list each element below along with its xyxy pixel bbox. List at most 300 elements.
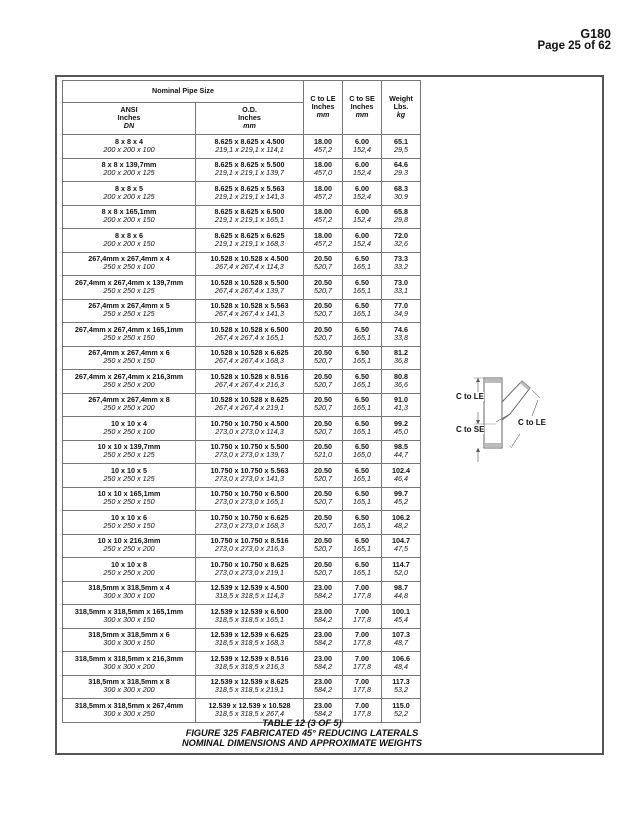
value-imperial: 10.750 x 10.750 x 8.516 [210,536,289,546]
ansi-cell [63,135,196,159]
value-metric: 520,7 [314,309,332,319]
c-to-le-cell [304,605,343,629]
value-imperial: 267,4mm x 267,4mm x 216,3mm [74,371,184,381]
value-metric: 457,2 [314,191,332,201]
weight-cell [382,675,421,699]
value-imperial: 10.750 x 10.750 x 8.625 [210,559,289,569]
value-metric: 219,1 x 219,1 x 141,3 [214,191,285,201]
value-metric: 300 x 300 x 200 [103,661,155,671]
value-metric: 520,7 [314,567,332,577]
value-imperial: 8.625 x 8.625 x 6.625 [214,230,285,240]
value-metric: 30.9 [394,191,408,201]
value-imperial: 7.00 [355,583,369,593]
document-code: G180 [580,27,611,41]
value-metric: 165,1 [353,285,371,295]
c-to-se-label: C to SE [456,425,485,434]
value-imperial: 20.50 [314,559,332,569]
ansi-cell [63,440,196,464]
ansi-cell [63,675,196,699]
value-imperial: 18.00 [314,230,332,240]
value-metric: 520,7 [314,497,332,507]
value-imperial: 6.00 [355,183,369,193]
caption-subtitle: NOMINAL DIMENSIONS AND APPROXIMATE WEIGHTS [182,738,422,748]
weight-cell [382,534,421,558]
ansi-cell [63,158,196,182]
value-imperial: 6.50 [355,277,369,287]
caption-figure-title: FIGURE 325 FABRICATED 45° REDUCING LATERALS [185,728,419,738]
value-imperial: 8 x 8 x 4 [115,136,143,146]
od-cell [196,182,304,206]
value-imperial: 115.0 [392,700,410,710]
c-to-se-cell [343,581,382,605]
value-metric: 250 x 250 x 200 [103,567,155,577]
table-row [63,135,421,159]
value-metric: 584,2 [314,638,332,648]
c-to-le-cell [304,417,343,441]
value-metric: 165,0 [353,450,371,460]
value-metric: 41,3 [394,403,408,413]
ansi-cell [63,605,196,629]
value-imperial: 77.0 [394,301,408,311]
value-imperial: 6.50 [355,301,369,311]
value-imperial: 20.50 [314,301,332,311]
od-cell [196,628,304,652]
c-to-le-cell [304,464,343,488]
value-metric: 177,8 [353,591,371,601]
value-imperial: 10.528 x 10.528 x 8.516 [210,371,289,381]
value-metric: 520,7 [314,544,332,554]
c-to-se-cell [343,393,382,417]
value-metric: 273,0 x 273,0 x 141,3 [214,473,285,483]
value-metric: 177,8 [353,638,371,648]
value-metric: 250 x 250 x 200 [103,379,155,389]
value-imperial: 10.528 x 10.528 x 6.500 [210,324,289,334]
value-metric: 165,1 [353,497,371,507]
value-metric: 45,2 [394,497,408,507]
c-to-se-cell [343,417,382,441]
table-row [63,323,421,347]
value-metric: 32,6 [394,238,408,248]
value-metric: 250 x 250 x 125 [103,450,155,460]
value-metric: 34,9 [394,309,408,319]
value-metric: 44,7 [394,450,408,460]
c-to-le-cell [304,276,343,300]
value-imperial: 10 x 10 x 216,3mm [97,536,161,546]
value-imperial: 102.4 [392,465,410,475]
ansi-cell [63,417,196,441]
value-metric: 200 x 200 x 150 [103,238,155,248]
c-to-se-cell [343,370,382,394]
value-metric: 47,5 [394,544,408,554]
value-imperial: 8.625 x 8.625 x 4.500 [214,136,285,146]
value-metric: 165,1 [353,544,371,554]
table-row [63,440,421,464]
value-metric: 250 x 250 x 125 [103,285,155,295]
value-imperial: 106.2 [392,512,410,522]
c-to-se-cell [343,628,382,652]
c-to-le-header: C to LE Inches mm [304,81,343,135]
value-imperial: 12.539 x 12.539 x 6.500 [210,606,289,616]
ansi-cell [63,346,196,370]
weight-cell [382,158,421,182]
value-imperial: 267,4mm x 267,4mm x 6 [88,348,170,358]
value-imperial: 10.750 x 10.750 x 5.500 [210,442,289,452]
value-imperial: 267,4mm x 267,4mm x 139,7mm [74,277,184,287]
od-cell [196,135,304,159]
value-imperial: 10.528 x 10.528 x 6.625 [210,348,289,358]
value-imperial: 12.539 x 12.539 x 10.528 [208,700,291,710]
value-metric: 520,7 [314,285,332,295]
value-metric: 520,7 [314,426,332,436]
od-cell [196,205,304,229]
c-to-le-cell [304,628,343,652]
value-metric: 48,2 [394,520,408,530]
value-metric: 520,7 [314,356,332,366]
ansi-cell [63,511,196,535]
value-metric: 520,7 [314,262,332,272]
c-to-le-cell [304,675,343,699]
ansi-cell [63,628,196,652]
od-cell [196,393,304,417]
c-to-le-cell [304,581,343,605]
value-imperial: 10 x 10 x 5 [111,465,147,475]
value-imperial: 7.00 [355,700,369,710]
value-metric: 165,1 [353,332,371,342]
ansi-cell [63,299,196,323]
value-imperial: 267,4mm x 267,4mm x 4 [88,254,170,264]
value-imperial: 6.50 [355,371,369,381]
table-row [63,205,421,229]
value-imperial: 267,4mm x 267,4mm x 5 [88,301,170,311]
value-metric: 33,8 [394,332,408,342]
value-metric: 318,5 x 318,5 x 114,3 [215,591,284,601]
value-imperial: 23.00 [314,700,332,710]
weight-cell [382,205,421,229]
od-cell [196,487,304,511]
value-imperial: 73.3 [394,254,408,264]
weight-cell [382,135,421,159]
c-to-se-cell [343,605,382,629]
value-imperial: 6.50 [355,254,369,264]
c-to-se-cell [343,229,382,253]
value-imperial: 20.50 [314,489,332,499]
value-metric: 219,1 x 219,1 x 139,7 [214,168,285,178]
value-metric: 250 x 250 x 200 [103,544,155,554]
value-imperial: 7.00 [355,653,369,663]
od-cell [196,675,304,699]
value-metric: 584,2 [314,614,332,624]
value-imperial: 117.3 [392,677,410,687]
c-to-le-cell [304,158,343,182]
value-imperial: 318,5mm x 318,5mm x 8 [88,677,170,687]
value-imperial: 99.7 [394,489,408,499]
value-imperial: 20.50 [314,536,332,546]
c-to-le-cell [304,652,343,676]
value-metric: 318,5 x 318,5 x 216,3 [214,661,285,671]
weight-cell [382,346,421,370]
value-imperial: 6.50 [355,324,369,334]
value-imperial: 6.50 [355,395,369,405]
value-metric: 46,4 [394,473,408,483]
value-metric: 273,0 x 273,0 x 114,3 [215,426,284,436]
value-metric: 267,4 x 267,4 x 219,1 [214,403,285,413]
value-imperial: 6.00 [355,230,369,240]
c-to-le-cell [304,487,343,511]
value-metric: 219,1 x 219,1 x 165,1 [214,215,285,225]
c-to-le-cell [304,440,343,464]
table-row [63,182,421,206]
value-imperial: 6.50 [355,442,369,452]
value-metric: 584,2 [314,661,332,671]
value-imperial: 12.539 x 12.539 x 6.625 [210,630,289,640]
ansi-cell [63,487,196,511]
od-cell [196,581,304,605]
value-metric: 267,4 x 267,4 x 168,3 [214,356,285,366]
weight-cell [382,229,421,253]
ansi-cell [63,276,196,300]
weight-cell [382,182,421,206]
value-metric: 457,2 [314,215,332,225]
weight-cell [382,440,421,464]
od-cell [196,323,304,347]
value-imperial: 267,4mm x 267,4mm x 8 [88,395,170,405]
value-imperial: 20.50 [314,442,332,452]
value-imperial: 8.625 x 8.625 x 6.500 [214,207,285,217]
value-metric: 250 x 250 x 150 [103,520,155,530]
value-imperial: 318,5mm x 318,5mm x 216,3mm [74,653,184,663]
weight-cell [382,393,421,417]
od-cell [196,511,304,535]
od-cell [196,229,304,253]
value-imperial: 98.5 [394,442,408,452]
value-imperial: 104.7 [392,536,410,546]
c-to-se-cell [343,558,382,582]
c-to-se-cell [343,158,382,182]
value-metric: 273,0 x 273,0 x 139,7 [214,450,285,460]
value-imperial: 114.7 [392,559,410,569]
value-imperial: 10.528 x 10.528 x 5.500 [210,277,289,287]
value-metric: 177,8 [353,685,371,695]
c-to-se-cell [343,652,382,676]
value-imperial: 318,5mm x 318,5mm x 4 [88,583,170,593]
value-metric: 200 x 200 x 100 [103,144,155,154]
value-metric: 165,1 [353,567,371,577]
value-metric: 250 x 250 x 100 [103,262,155,272]
value-imperial: 10.750 x 10.750 x 6.625 [210,512,289,522]
c-to-se-cell [343,464,382,488]
table-row [63,252,421,276]
value-metric: 520,7 [314,379,332,389]
value-metric: 584,2 [314,591,332,601]
value-metric: 273,0 x 273,0 x 165,1 [214,497,285,507]
value-imperial: 80.8 [394,371,408,381]
table-row [63,464,421,488]
value-imperial: 72.0 [394,230,408,240]
value-imperial: 65.1 [394,136,408,146]
value-imperial: 8 x 8 x 6 [115,230,143,240]
table-row [63,276,421,300]
value-metric: 177,8 [353,708,371,718]
value-metric: 457,2 [314,238,332,248]
c-to-se-cell [343,276,382,300]
value-metric: 53,2 [394,685,408,695]
value-imperial: 20.50 [314,371,332,381]
table-row [63,558,421,582]
page-number: Page 25 of 62 [537,40,611,52]
value-imperial: 6.50 [355,465,369,475]
value-imperial: 18.00 [314,136,332,146]
weight-cell [382,370,421,394]
table-row [63,393,421,417]
value-imperial: 6.50 [355,559,369,569]
value-metric: 165,1 [353,520,371,530]
od-cell [196,276,304,300]
value-imperial: 6.50 [355,489,369,499]
weight-cell [382,323,421,347]
value-imperial: 20.50 [314,277,332,287]
c-to-se-cell [343,440,382,464]
table-row [63,370,421,394]
value-imperial: 20.50 [314,324,332,334]
value-metric: 250 x 250 x 200 [103,403,155,413]
value-metric: 520,7 [314,403,332,413]
value-metric: 250 x 250 x 125 [103,473,155,483]
value-metric: 267,4 x 267,4 x 141,3 [214,309,285,319]
weight-cell [382,487,421,511]
ansi-header: ANSI Inches DN [63,103,196,135]
value-metric: 152,4 [353,238,371,248]
value-metric: 250 x 250 x 150 [103,497,155,507]
value-metric: 318,5 x 318,5 x 165,1 [214,614,285,624]
nominal-pipe-size-header: Nominal Pipe Size [63,81,304,103]
weight-cell [382,628,421,652]
ansi-cell [63,558,196,582]
value-imperial: 6.50 [355,512,369,522]
c-to-le-branch-label: C to LE [518,418,546,427]
value-metric: 219,1 x 219,1 x 168,3 [214,238,285,248]
value-imperial: 18.00 [314,160,332,170]
value-imperial: 20.50 [314,512,332,522]
table-row [63,417,421,441]
value-metric: 165,1 [353,356,371,366]
c-to-le-cell [304,182,343,206]
value-imperial: 10 x 10 x 8 [111,559,147,569]
value-imperial: 10 x 10 x 4 [111,418,147,428]
value-metric: 52,0 [394,567,408,577]
c-to-le-cell [304,323,343,347]
weight-cell [382,464,421,488]
value-imperial: 267,4mm x 267,4mm x 165,1mm [74,324,184,334]
ansi-cell [63,229,196,253]
od-cell [196,534,304,558]
c-to-le-cell [304,346,343,370]
value-metric: 219,1 x 219,1 x 114,1 [215,144,284,154]
value-imperial: 23.00 [314,677,332,687]
c-to-le-run-label: C to LE [456,392,484,401]
value-imperial: 23.00 [314,653,332,663]
value-metric: 300 x 300 x 100 [103,591,155,601]
caption-table-number: TABLE 12 (3 OF 5) [262,718,342,728]
weight-cell [382,652,421,676]
value-metric: 250 x 250 x 125 [103,309,155,319]
value-imperial: 98.7 [394,583,408,593]
value-imperial: 8 x 8 x 139,7mm [101,160,157,170]
value-imperial: 6.50 [355,348,369,358]
value-imperial: 20.50 [314,465,332,475]
c-to-se-cell [343,252,382,276]
c-to-se-header: C to SE Inches mm [343,81,382,135]
c-to-se-cell [343,205,382,229]
value-metric: 520,7 [314,520,332,530]
value-imperial: 18.00 [314,183,332,193]
value-metric: 200 x 200 x 150 [103,215,155,225]
value-imperial: 10.750 x 10.750 x 5.563 [210,465,289,475]
value-imperial: 18.00 [314,207,332,217]
value-imperial: 20.50 [314,418,332,428]
value-metric: 177,8 [353,614,371,624]
value-imperial: 99.2 [394,418,408,428]
value-metric: 165,1 [353,473,371,483]
table-row [63,675,421,699]
value-metric: 300 x 300 x 200 [103,685,155,695]
c-to-se-cell [343,323,382,347]
table-row [63,628,421,652]
value-metric: 33.2 [394,262,408,272]
value-metric: 165,1 [353,379,371,389]
table-row [63,229,421,253]
value-imperial: 6.00 [355,207,369,217]
ansi-cell [63,205,196,229]
od-cell [196,440,304,464]
value-imperial: 8 x 8 x 165,1mm [101,207,157,217]
dimensions-table [62,80,421,723]
value-metric: 250 x 250 x 150 [103,332,155,342]
table-row [63,581,421,605]
c-to-le-cell [304,393,343,417]
ansi-cell [63,464,196,488]
od-cell [196,299,304,323]
value-imperial: 8.625 x 8.625 x 5.563 [214,183,285,193]
c-to-se-cell [343,299,382,323]
value-imperial: 10.528 x 10.528 x 8.625 [210,395,289,405]
weight-cell [382,299,421,323]
c-to-le-cell [304,135,343,159]
value-metric: 318,5 x 318,5 x 168,3 [214,638,285,648]
value-imperial: 65.8 [394,207,408,217]
value-metric: 250 x 250 x 150 [103,356,155,366]
value-imperial: 8.625 x 8.625 x 5.500 [214,160,285,170]
value-metric: 48,4 [394,661,408,671]
weight-cell [382,276,421,300]
od-cell [196,370,304,394]
c-to-se-cell [343,675,382,699]
value-metric: 36,6 [394,379,408,389]
value-imperial: 107.3 [392,630,410,640]
value-imperial: 318,5mm x 318,5mm x 6 [88,630,170,640]
c-to-le-cell [304,370,343,394]
od-cell [196,652,304,676]
c-to-le-cell [304,558,343,582]
value-imperial: 318,5mm x 318,5mm x 267,4mm [74,700,184,710]
table-row [63,487,421,511]
value-imperial: 12.539 x 12.539 x 8.625 [210,677,289,687]
od-cell [196,558,304,582]
value-imperial: 12.539 x 12.539 x 8.516 [210,653,289,663]
c-to-le-cell [304,534,343,558]
table-row [63,158,421,182]
od-cell [196,417,304,441]
value-metric: 165,1 [353,403,371,413]
